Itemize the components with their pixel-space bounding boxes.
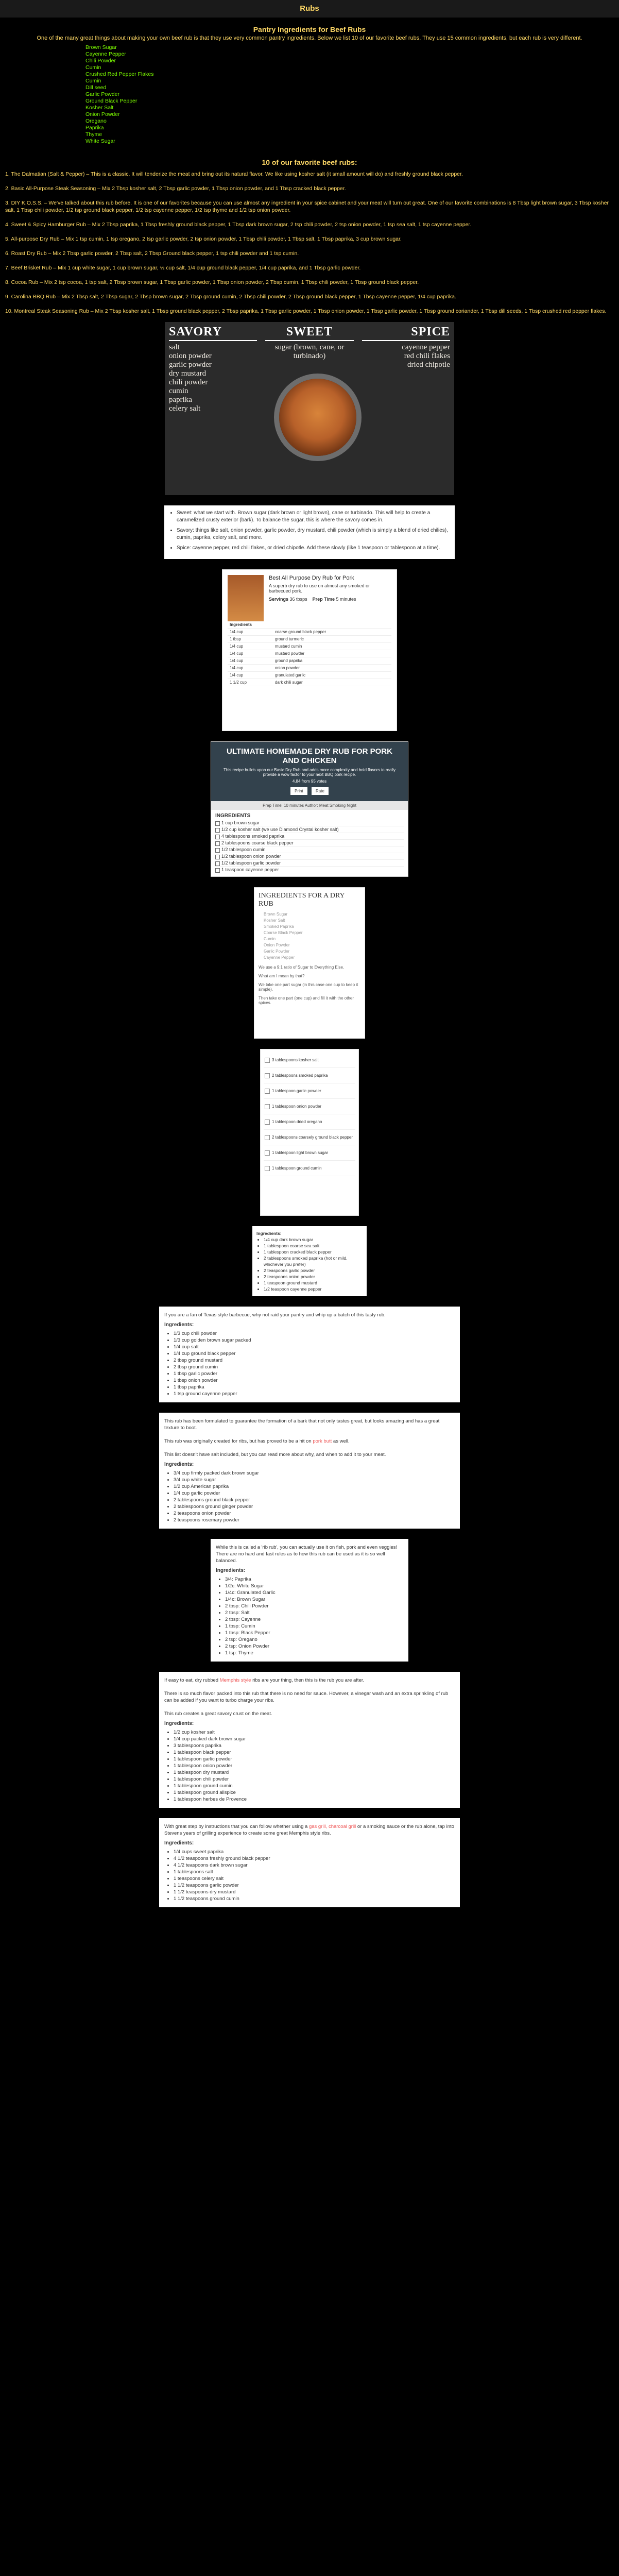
ingredient-name: onion powder xyxy=(273,665,391,672)
favorite-rub-item: 8. Cocoa Rub – Mix 2 tsp cocoa, 1 tsp salt, 2 Tbsp brown sugar, 1 Tbsp garlic powder, 1 Tbsp onion powder, 2 Tbsp cumin, 1 Tbsp chili powder, 1 Tbsp ground black pepper. xyxy=(5,279,419,285)
dry-rub-ingredient: Onion Powder xyxy=(264,943,290,947)
ingredient-name: mustard powder xyxy=(273,650,391,657)
ingredient-amount: 1/4 cup xyxy=(228,650,273,657)
checkbox-ingredients-card xyxy=(260,1049,359,1216)
banner-spice-column xyxy=(358,322,454,495)
ratio-question: What am I mean by that? xyxy=(259,974,305,978)
card5-ingredient: • 1 tablespoon coarse sea salt xyxy=(264,1243,363,1249)
ingredient-name: dark chili sugar xyxy=(273,679,391,686)
bark-rub-p2-tail: as well. xyxy=(332,1438,350,1444)
card6-ingredient: • 1/4 cup ground black pepper xyxy=(174,1350,455,1357)
card9-ingredient: • 1 tablespoon garlic powder xyxy=(174,1756,455,1762)
favorite-rubs-list xyxy=(0,171,619,315)
card8-ingredient: • 3/4: Paprika xyxy=(225,1576,403,1583)
card8-ingredient: • 1 tbsp: Black Pepper xyxy=(225,1630,403,1636)
bark-rub-list xyxy=(164,1470,455,1523)
bark-rub-p1: This rub has been formulated to guarantee the formation of a bark that not only tastes great, but looks amazing and has a great texture to boot. xyxy=(164,1418,440,1431)
memphis-rub-card xyxy=(159,1672,460,1808)
card8-ingredient: • 2 tsp: Oregano xyxy=(225,1636,403,1643)
pantry-ingredient: Paprika xyxy=(85,125,104,131)
pantry-ingredient: Dill seed xyxy=(85,84,107,91)
ingredient-row xyxy=(228,657,391,665)
ingredient-amount: 1/4 cup xyxy=(228,672,273,679)
dry-rub-card-list xyxy=(259,911,360,961)
card7-ingredient: • 1/2 cup American paprika xyxy=(174,1483,455,1490)
checkbox-ingredient-item[interactable]: 1 tablespoon ground cumin xyxy=(264,1161,355,1176)
checkbox-ingredient-item[interactable]: 2 tablespoons coarsely ground black pepper xyxy=(264,1130,355,1145)
ingredient-name: mustard cumin xyxy=(273,643,391,650)
card5-ingredient: • 1 teaspoon ground mustard xyxy=(264,1280,363,1286)
pantry-ingredient: Crushed Red Pepper Flakes xyxy=(85,71,154,77)
favorite-rub-item: 3. DIY K.O.S.S. – We've talked about this rub before. It is one of our favorites because you can use almost any ingredient in your spice cabinet and your meat will turn out great. One of our favorite combinations is 8 Tbsp light brown sugar, 3 Tbsp kosher salt, 1 Tbsp chili powder, 1/2 tsp ground black pepper, 1/2 tsp cayenne pepper, 1/2 tsp thyme and 1/2 tsp onion powder. xyxy=(5,200,609,213)
card7-ingredient: • 2 tablespoons ground ginger powder xyxy=(174,1503,455,1510)
card9-ingredient: • 1 tablespoon dry mustard xyxy=(174,1769,455,1776)
ultimate-ingredient-item: 1 teaspoon cayenne pepper xyxy=(215,867,404,873)
ingredient-row xyxy=(228,636,391,643)
card6-ingredient: • 1 tsp ground cayenne pepper xyxy=(174,1391,455,1397)
stevens-rub-card xyxy=(159,1818,460,1907)
texas-rub-intro: If you are a fan of Texas style barbecue, why not raid your pantry and whip up a batch of this tasty rub. xyxy=(164,1312,386,1318)
recipe-card-pork-rub xyxy=(222,569,397,731)
recipe-card-title: Best All Purpose Dry Rub for Pork xyxy=(269,575,354,581)
card5-ingredient: • 1/4 cup dark brown sugar xyxy=(264,1236,363,1243)
favorite-rub-item: 4. Sweet & Spicy Hamburger Rub – Mix 2 Tbsp paprika, 1 Tbsp freshly ground black pepper, 1 Tbsp dark brown sugar, 2 tsp chili powder, 2 tsp onion powder, 1 tsp sea salt, 1 tsp cayenne pepper. xyxy=(5,222,472,228)
ultimate-rub-ingredients xyxy=(211,810,408,876)
card9-ingredient: • 1 tablespoon black pepper xyxy=(174,1749,455,1756)
card7-ingredient: • 2 tablespoons ground black pepper xyxy=(174,1497,455,1503)
card5-heading: Ingredients: xyxy=(256,1231,282,1236)
rib-rub-heading: Ingredients: xyxy=(216,1568,246,1573)
banner-sweet-items: sugar (brown, cane, or turbinado) xyxy=(274,343,345,360)
pantry-lead: One of the many great things about making your own beef rub is that they use very common pantry ingredients. Below we list 10 of our favorite beef rubs. They use 15 common ingredients, but each rub is very different. xyxy=(37,35,582,41)
pantry-ingredient: Cumin xyxy=(85,78,101,84)
card6-ingredient: • 1/4 cup salt xyxy=(174,1344,455,1350)
pantry-ingredient: Onion Powder xyxy=(85,111,120,117)
memphis-style-link[interactable]: Memphis style xyxy=(219,1677,251,1683)
pantry-ingredient: Kosher Salt xyxy=(85,105,114,111)
pantry-ingredient: White Sugar xyxy=(85,138,115,144)
ingredient-row xyxy=(228,629,391,636)
pantry-ingredient: Oregano xyxy=(85,118,107,124)
card9-ingredient: • 1 tablespoon chili powder xyxy=(174,1776,455,1783)
pantry-ingredient: Garlic Powder xyxy=(85,91,119,97)
stevens-intro-text: With great step by instructions that you can follow whether using a xyxy=(164,1824,309,1829)
card5-list xyxy=(256,1236,363,1292)
spice-bowl-image xyxy=(279,379,356,456)
note-sweet: • Sweet: what we start with. Brown sugar (dark brown or light brown), cane or turbinado. This will help to create a caramelized crusty exterior (bark). To balance the sugar, this is where the savory comes in. xyxy=(177,510,450,524)
recipe-thumbnail xyxy=(228,575,264,621)
card6-ingredient: • 1 tbsp paprika xyxy=(174,1384,455,1391)
rib-rub-list xyxy=(216,1576,403,1656)
card8-ingredient: • 1/4c: Granulated Garlic xyxy=(225,1589,403,1596)
bark-rub-heading: Ingredients: xyxy=(164,1462,194,1467)
card8-ingredient: • 1/2c: White Sugar xyxy=(225,1583,403,1589)
banner-savory-items: salt onion powder garlic powder dry mustard chili powder cumin paprika celery salt xyxy=(169,343,212,413)
card6-ingredient: • 1 tbsp onion powder xyxy=(174,1377,455,1384)
ingredient-amount: 1/4 cup xyxy=(228,629,273,636)
ingredient-row xyxy=(228,665,391,672)
card6-ingredient: • 2 tbsp ground mustard xyxy=(174,1357,455,1364)
site-title: Rubs xyxy=(0,0,619,18)
ingredient-amount: 1/4 cup xyxy=(228,643,273,650)
note-savory: • Savory: things like salt, onion powder, garlic powder, dry mustard, chili powder (which is simply a blend of dried chilies), cumin, paprika, celery salt, and more. xyxy=(177,527,450,541)
stevens-rub-list xyxy=(164,1849,455,1902)
favorite-rub-item: 2. Basic All-Purpose Steak Seasoning – Mix 2 Tbsp kosher salt, 2 Tbsp garlic powder, 1 Tbsp onion powder, and 1 Tbsp cracked black pepper. xyxy=(5,185,346,192)
ultimate-rub-header xyxy=(211,742,408,801)
servings-label: Servings xyxy=(269,597,289,602)
pantry-ingredient: Brown Sugar xyxy=(85,44,117,50)
card7-ingredient: • 2 teaspoons onion powder xyxy=(174,1510,455,1517)
card9-ingredient: • 1 tablespoon herbes de Provence xyxy=(174,1796,455,1803)
banner-savory-column xyxy=(165,322,261,495)
memphis-heading: Ingredients: xyxy=(164,1721,194,1726)
card5-ingredient: • 1 tablespoon cracked black pepper xyxy=(264,1249,363,1255)
ultimate-ingredient-item: 1 cup brown sugar xyxy=(215,820,404,826)
ingredient-row xyxy=(228,650,391,657)
banner-spice-items: cayenne pepper red chili flakes dried chipotle xyxy=(402,343,450,369)
texas-rub-card xyxy=(159,1307,460,1402)
ingredient-name: granulated garlic xyxy=(273,672,391,679)
ingredient-row xyxy=(228,679,391,686)
ultimate-rub-title: ULTIMATE HOMEMADE DRY RUB FOR PORK AND CHICKEN xyxy=(227,747,392,765)
memphis-rub-list xyxy=(164,1729,455,1803)
rib-rub-card xyxy=(211,1539,408,1662)
banner-spice-title: SPICE xyxy=(362,325,450,341)
dry-rub-ingredients-card xyxy=(254,887,365,1039)
checkbox-ingredient-item[interactable]: 3 tablespoons kosher salt xyxy=(264,1053,355,1068)
checkbox-ingredient-item[interactable]: 1 tablespoon garlic powder xyxy=(264,1083,355,1099)
ingredient-name: ground turmeric xyxy=(273,636,391,643)
card8-ingredient: • 1 tbsp: Cumin xyxy=(225,1623,403,1630)
pantry-ingredient: Cayenne Pepper xyxy=(85,51,126,57)
prep-time-label: Prep Time xyxy=(312,597,335,602)
ultimate-rub-rating: 4.84 from 95 votes xyxy=(292,779,327,784)
card10-ingredient: • 4 1/2 teaspoons dark brown sugar xyxy=(174,1862,455,1869)
dry-rub-ingredient: Cumin xyxy=(264,937,276,941)
card6-ingredient: • 1/3 cup chili powder xyxy=(174,1330,455,1337)
card10-ingredient: • 1 1/2 teaspoons garlic powder xyxy=(174,1882,455,1889)
pantry-ingredient: Cumin xyxy=(85,64,101,71)
bark-rub-card xyxy=(159,1413,460,1529)
checkbox-ingredient-item[interactable]: 1 tablespoon light brown sugar xyxy=(264,1145,355,1161)
pantry-heading: Pantry Ingredients for Beef Rubs xyxy=(253,25,366,33)
ingredient-name: ground paprika xyxy=(273,657,391,665)
ultimate-ingredient-item: 1/2 tablespoon cumin xyxy=(215,846,404,853)
ingredient-row xyxy=(228,643,391,650)
print-button[interactable]: Print xyxy=(290,787,307,795)
texas-rub-heading: Ingredients: xyxy=(164,1322,194,1328)
ultimate-ingredient-item: 1/2 tablespoon onion powder xyxy=(215,853,404,860)
ingredient-amount: 1 tbsp xyxy=(228,636,273,643)
ultimate-rub-description: This recipe builds upon our Basic Dry Rub and adds more complexity and bold flavors to really provide a wow factor to your next BBQ pork recipe. xyxy=(223,768,396,777)
card10-ingredient: • 1 1/2 teaspoons ground cumin xyxy=(174,1895,455,1902)
checkbox-ingredient-item[interactable]: 2 tablespoons smoked paprika xyxy=(264,1068,355,1083)
pork-butt-link[interactable]: pork butt xyxy=(313,1438,332,1444)
pantry-ingredient: Thyme xyxy=(85,131,102,138)
ratio-text: We use a 9:1 ratio of Sugar to Everything Else. xyxy=(259,965,345,970)
ratio-answer-1: We take one part sugar (in this case one cup to keep it simple). xyxy=(259,982,358,992)
ingredient-name: coarse ground black pepper xyxy=(273,629,391,636)
ultimate-ingredient-item: 1/2 cup kosher salt (we use Diamond Crystal kosher salt) xyxy=(215,826,404,833)
texas-rub-list xyxy=(164,1330,455,1397)
dry-rub-ingredient: Brown Sugar xyxy=(264,912,288,917)
card9-ingredient: • 3 tablespoons paprika xyxy=(174,1742,455,1749)
dry-rub-ingredient: Coarse Black Pepper xyxy=(264,930,303,935)
pantry-ingredient: Ground Black Pepper xyxy=(85,98,137,104)
favorite-rub-item: 7. Beef Brisket Rub – Mix 1 cup white sugar, 1 cup brown sugar, ½ cup salt, 1/4 cup ground black pepper, 1/4 cup paprika, and 1 Tbsp garlic powder. xyxy=(5,265,361,271)
grill-link[interactable]: gas grill, charcoal grill xyxy=(308,1824,356,1829)
prep-time-value: 5 minutes xyxy=(336,597,356,602)
favorite-rub-item: 6. Roast Dry Rub – Mix 2 Tbsp garlic powder, 2 Tbsp salt, 2 Tbsp Ground black pepper, 1 tsp chili powder and 1 tsp cumin. xyxy=(5,250,299,257)
card8-ingredient: • 1/4c: Brown Sugar xyxy=(225,1596,403,1603)
card8-ingredient: • 2 tbsp: Cayenne xyxy=(225,1616,403,1623)
memphis-p1-tail: ribs are your thing, then this is the rub you are after. xyxy=(251,1677,365,1683)
card6-ingredient: • 2 tbsp ground cumin xyxy=(174,1364,455,1370)
card6-ingredient: • 1 tbsp garlic powder xyxy=(174,1370,455,1377)
ingredient-row xyxy=(228,672,391,679)
memphis-p1-text: If easy to eat, dry rubbed xyxy=(164,1677,220,1683)
intro-section xyxy=(0,18,619,145)
card6-ingredient: • 1/3 cup golden brown sugar packed xyxy=(174,1337,455,1344)
ingredient-amount: 1 1/2 cup xyxy=(228,679,273,686)
card8-ingredient: • 2 tbsp: Chili Powder xyxy=(225,1603,403,1609)
card9-ingredient: • 1 tablespoon ground allspice xyxy=(174,1789,455,1796)
ratio-answer-2: Then take one part (one cup) and fill it with the other spices. xyxy=(259,996,354,1005)
card10-ingredient: • 1 tablespoons salt xyxy=(174,1869,455,1875)
card7-ingredient: • 3/4 cup firmly packed dark brown sugar xyxy=(174,1470,455,1477)
card9-ingredient: • 1/4 cup packed dark brown sugar xyxy=(174,1736,455,1742)
ingredient-amount: 1/4 cup xyxy=(228,657,273,665)
card5-ingredient: • 2 teaspoons onion powder xyxy=(264,1274,363,1280)
card5-ingredient: • 2 teaspoons garlic powder xyxy=(264,1267,363,1274)
card5-ingredient: • 1/2 teaspoon cayenne pepper xyxy=(264,1286,363,1292)
recipe-ingredients-table xyxy=(228,621,391,686)
card8-ingredient: • 1 tsp: Thyme xyxy=(225,1650,403,1656)
card9-ingredient: • 1 tablespoon onion powder xyxy=(174,1762,455,1769)
favorites-heading: 10 of our favorite beef rubs: xyxy=(262,158,357,166)
servings-value: 36 tbsps xyxy=(289,597,307,602)
favorite-rub-item: 10. Montreal Steak Seasoning Rub – Mix 2 Tbsp kosher salt, 1 Tbsp ground black pepper, 2 Tbsp paprika, 1 Tbsp garlic powder, 1 Tbsp onion powder, 1 Tbsp garlic powder, 1 Tbsp ground coriander, 1 Tbsp dill seeds, 1 Tbsp crushed red pepper flakes. xyxy=(5,308,607,314)
ultimate-ingredient-item: 2 tablespoons coarse black pepper xyxy=(215,840,404,846)
ingredients-card-5 xyxy=(252,1226,367,1296)
card8-ingredient: • 2 tsp: Onion Powder xyxy=(225,1643,403,1650)
checkbox-ingredient-item[interactable]: 1 tablespoon onion powder xyxy=(264,1099,355,1114)
card7-ingredient: • 3/4 cup white sugar xyxy=(174,1477,455,1483)
ultimate-ingredient-item: 4 tablespoons smoked paprika xyxy=(215,833,404,840)
note-spice: • Spice: cayenne pepper, red chili flakes, or dried chipotle. Add these slowly (like 1 teaspoon or tablespoon at a time). xyxy=(177,545,450,552)
bark-rub-p3: This list doesn't have salt included, but you can read more about why, and when to add it to your meat. xyxy=(164,1452,386,1458)
card10-ingredient: • 4 1/2 teaspoons freshly ground black pepper xyxy=(174,1855,455,1862)
dry-rub-ingredient: Cayenne Pepper xyxy=(264,955,295,960)
favorite-rub-item: 5. All-purpose Dry Rub – Mix 1 tsp cumin, 1 tsp oregano, 2 tsp garlic powder, 2 tsp onion powder, 1 Tbsp chili powder, 1 Tbsp salt, 1 Tbsp paprika, 3 cup brown sugar. xyxy=(5,236,402,242)
rate-button[interactable]: Rate xyxy=(312,787,329,795)
card5-ingredient: • 2 tablespoons smoked paprika (hot or mild, whichever you prefer) xyxy=(264,1255,363,1267)
rub-banner-image xyxy=(165,322,454,495)
card7-ingredient: • 2 teaspoons rosemary powder xyxy=(174,1517,455,1523)
pantry-ingredient-list xyxy=(8,44,611,145)
card9-ingredient: • 1 tablespoon ground cumin xyxy=(174,1783,455,1789)
card8-ingredient: • 2 tbsp: Salt xyxy=(225,1609,403,1616)
recipe-card-description: A superb dry rub to use on almost any smoked or barbecued pork. xyxy=(269,583,370,594)
stevens-intro-tail: or a smoking sauce or the rub alone, tap into Stevens years of grilling experience to create some great Memphis style ribs. xyxy=(164,1824,454,1836)
dry-rub-ingredient: Garlic Powder xyxy=(264,949,290,954)
recipe-card-ultimate-rub xyxy=(211,741,408,877)
banner-savory-title: SAVORY xyxy=(169,325,257,341)
checkbox-ingredient-item[interactable]: 1 tablespoon dried oregano xyxy=(264,1114,355,1130)
ingredient-amount: 1/4 cup xyxy=(228,665,273,672)
banner-sweet-title: SWEET xyxy=(265,325,353,341)
card10-ingredient: • 1/4 cups sweet paprika xyxy=(174,1849,455,1855)
ultimate-ingredients-label: INGREDIENTS xyxy=(215,813,251,819)
dry-rub-ingredient: Kosher Salt xyxy=(264,918,285,923)
pantry-ingredient: Chili Powder xyxy=(85,58,116,64)
card10-ingredient: • 1 1/2 teaspoons dry mustard xyxy=(174,1889,455,1895)
stevens-heading: Ingredients: xyxy=(164,1840,194,1846)
sweet-savory-spice-notes xyxy=(164,505,455,559)
memphis-p3: This rub creates a great savory crust on the meat. xyxy=(164,1711,272,1717)
dry-rub-card-title: INGREDIENTS FOR A DRY RUB xyxy=(259,892,345,908)
ingredients-label: Ingredients xyxy=(230,622,252,627)
bark-rub-p2-text: This rub was originally created for ribs, but has proved to be a hit on xyxy=(164,1438,313,1444)
rib-rub-intro: While this is called a 'rib rub', you can actually use it on fish, pork and even veggies! There are no hard and fast rules as to how this rub can be used as it is so well balanced. xyxy=(216,1545,398,1564)
favorite-rub-item: 9. Carolina BBQ Rub – Mix 2 Tbsp salt, 2 Tbsp sugar, 2 Tbsp brown sugar, 2 Tbsp ground cumin, 2 Tbsp chili powder, 2 Tbsp ground black pepper, 1 Tbsp cayenne pepper, 1/4 cup paprika. xyxy=(5,294,456,300)
card10-ingredient: • 1 teaspoons celery salt xyxy=(174,1875,455,1882)
card7-ingredient: • 1/4 cup garlic powder xyxy=(174,1490,455,1497)
dry-rub-ingredient: Smoked Paprika xyxy=(264,924,294,929)
bark-rub-p2 xyxy=(164,1438,455,1445)
favorite-rub-item: 1. The Dalmatian (Salt & Pepper) – This is a classic. It will tenderize the meat and bring out its natural flavor. We like using kosher salt (it small amount will do) and freshly ground black pepper. xyxy=(5,171,463,177)
card9-ingredient: • 1/2 cup kosher salt xyxy=(174,1729,455,1736)
ultimate-ingredient-item: 1/2 tablespoon garlic powder xyxy=(215,860,404,867)
memphis-p2: There is so much flavor packed into this rub that there is no need for sauce. However, a vinegar wash and an extra sprinkling of rub can be added if you want to turbo charge your ribs. xyxy=(164,1691,449,1703)
ultimate-rub-meta: Prep Time: 10 minutes Author: Meat Smoking Night xyxy=(211,801,408,810)
